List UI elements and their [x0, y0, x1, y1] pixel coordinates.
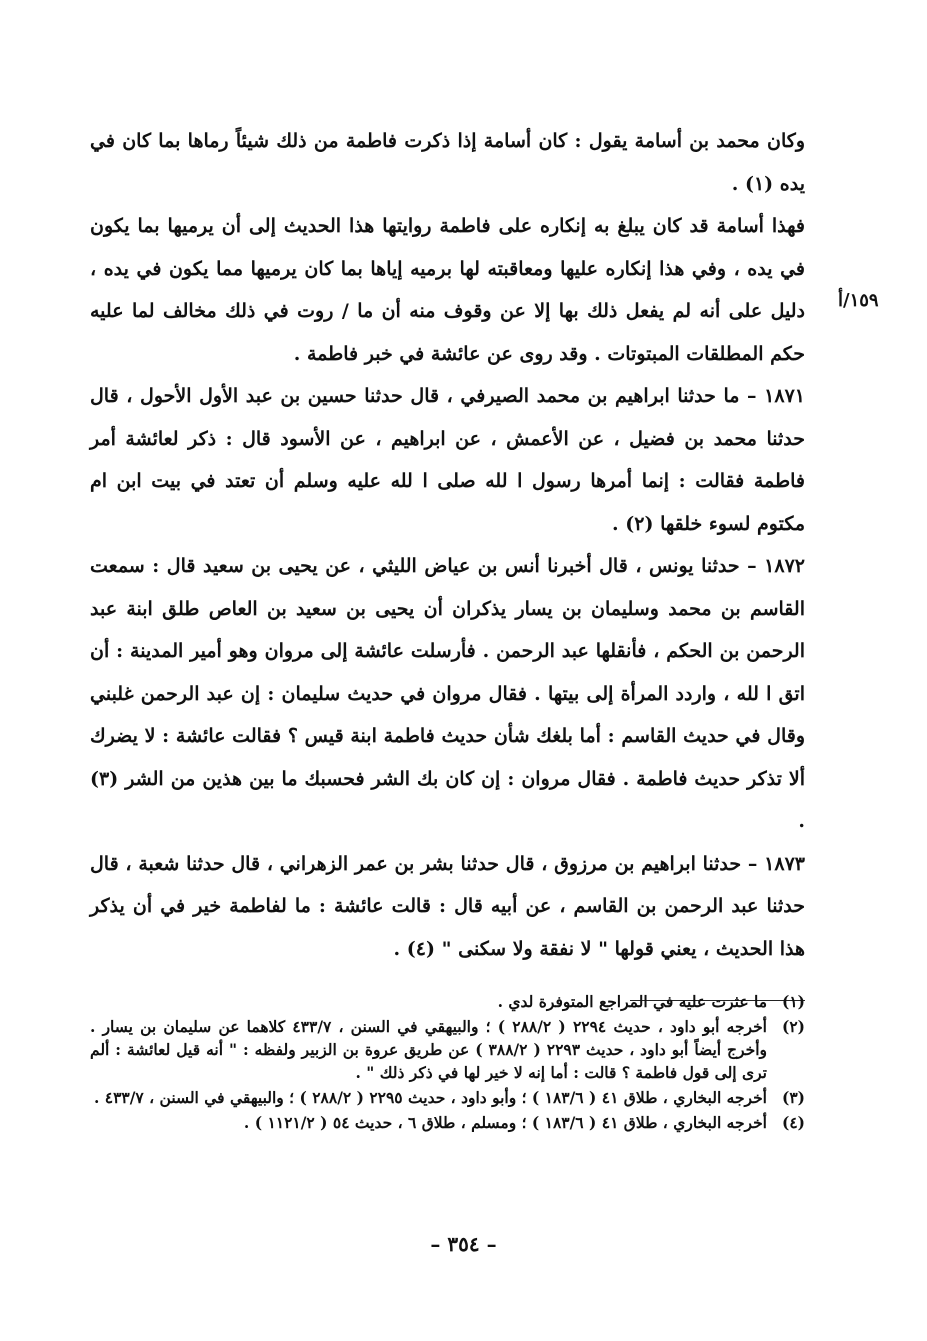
hadith-1873: ١٨٧٣ – حدثنا ابراهيم بن مرزوق ، قال حدثنا بشر بن عمر الزهراني ، قال حدثنا شعبة ، قال حدثنا عبد الرحمن بن القاسم ، عن أبيه قال : قالت عائشة : ما لفاطمة خير في أن يذكر هذا الحديث ، يعني قولها " لا نفقة ولا سكنى " (٤) . [90, 852, 805, 960]
footnote-number: (٣) [781, 1088, 805, 1107]
footnote-text: أخرجه البخاري ، طلاق ٤١ ( ١٨٣/٦ ) ؛ ومسلم ، طلاق ٦ ، حديث ٥٤ ( ١١٢١/٢ ) . [243, 1113, 767, 1132]
manuscript-folio-note: ١٥٩/أ [838, 290, 879, 311]
footnotes [90, 990, 805, 1136]
footnote-number: (٢) [781, 1017, 805, 1036]
footnote-item [90, 990, 805, 1013]
footnote-text: ما عثرت عليه في المراجع المتوفرة لدي . [497, 992, 767, 1011]
footnote-text: أخرجه البخاري ، طلاق ٤١ ( ١٨٣/٦ ) ؛ وأبو داود ، حديث ٢٢٩٥ ( ٢٨٨/٢ ) ؛ والبيهقي في السنن ، ٤٣٣/٧ . [93, 1088, 767, 1107]
footnote-item [90, 1111, 805, 1134]
page-number: – ٣٥٤ – [430, 1232, 497, 1256]
paragraph-1: وكان محمد بن أسامة يقول : كان أسامة إذا ذكرت فاطمة من ذلك شيئاً رماها بما كان في يده (١) . [90, 130, 805, 195]
main-text [90, 120, 805, 970]
footnote-item [90, 1086, 805, 1109]
footnote-number: (٤) [781, 1113, 805, 1132]
hadith-1872: ١٨٧٢ – حدثنا يونس ، قال أخبرنا أنس بن عياض الليثي ، عن يحيى بن سعيد قال : سمعت القاسم بن محمد وسليمان بن يسار يذكران أن يحيى بن سعيد بن العاص طلق ابنة عبد الرحمن بن الحكم ، فأنقلها عبد الرحمن . فأرسلت عائشة إلى مروان وهو أمير المدينة : أن اتق ا لله ، واردد المرأة إلى بيتها . فقال مروان في حديث سليمان : إن عبد الرحمن غلبني وقال في حديث القاسم : أما بلغك شأن حديث فاطمة ابنة قيس ؟ فقالت عائشة : لا يضرك ألا تذكر حديث فاطمة . فقال مروان : إن كان بك الشر فحسبك ما بين هذين من الشر (٣) . [90, 555, 805, 832]
footnote-number: (١) [781, 992, 805, 1011]
footnote-item [90, 1015, 805, 1084]
hadith-1871: ١٨٧١ – ما حدثنا ابراهيم بن محمد الصيرفي ، قال حدثنا حسين بن عبد الأول الأحول ، قال حدثنا محمد بن فضيل ، عن الأعمش ، عن ابراهيم ، عن الأسود قال : ذكر لعائشة أمر فاطمة فقالت : إنما أمرها رسول ا لله صلى ا لله عليه وسلم أن تعتد في بيت ابن ام مكتوم لسوء خلقها (٢) . [90, 385, 805, 535]
paragraph-2: فهذا أسامة قد كان يبلغ به إنكاره على فاطمة روايتها هذا الحديث إلى أن يرميها بما يكون في يده ، وفي هذا إنكاره عليها ومعاقبته لها برميه إياها بما كان يرميها مما يكون في يده ، دليل على أنه لم يفعل ذلك بها إلا عن وقوف منه أن ما / روت في ذلك مخالف لما عليه حكم المطلقات المبتوتات . وقد روى عن عائشة في خبر فاطمة . [90, 215, 805, 365]
footnote-text: أخرجه أبو داود ، حديث ٢٢٩٤ ( ٢٨٨/٢ ) ؛ والبيهقي في السنن ، ٤٣٣/٧ كلاهما عن سليمان بن يسار . وأخرج أيضاً أبو داود ، حديث ٢٢٩٣ ( ٣٨٨/٢ ) عن طريق عروة بن الزبير ولفظه : " أنه قيل لعائشة : ألم ترى إلى قول فاطمة ؟ قالت : أما إنه لا خير لها في ذكر ذلك " . [90, 1017, 767, 1082]
